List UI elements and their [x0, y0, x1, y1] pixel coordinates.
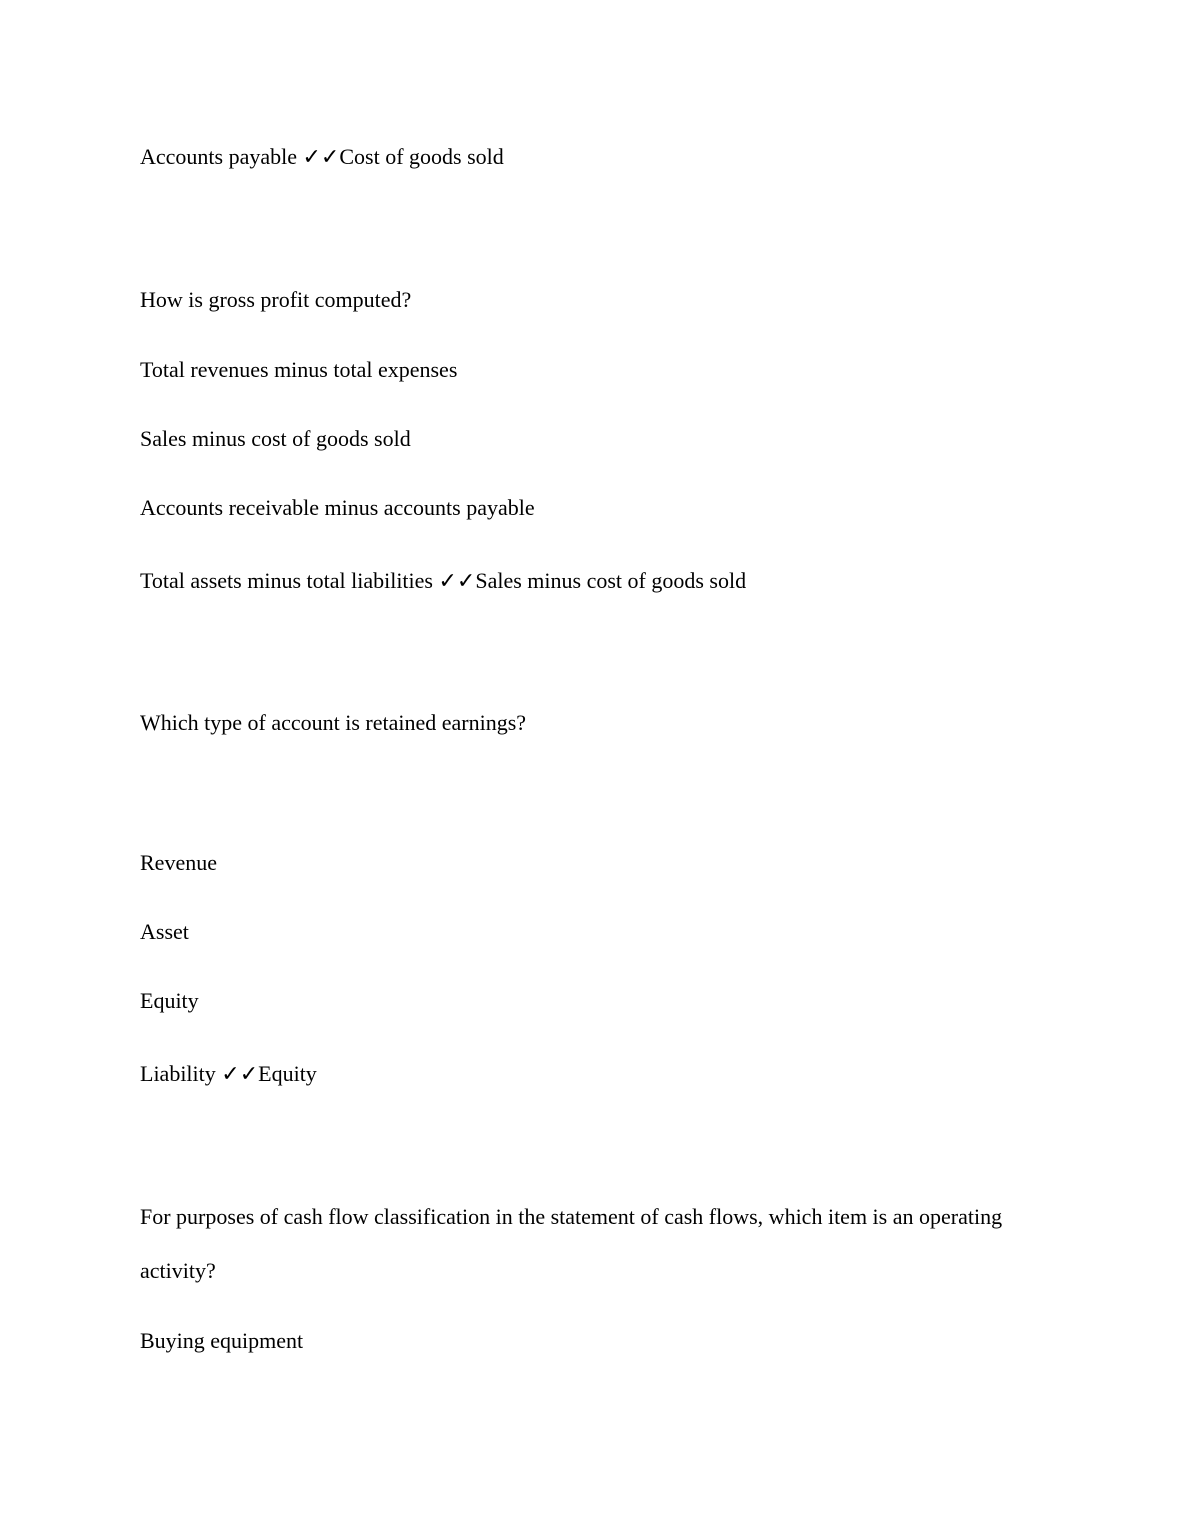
option-item: Sales minus cost of goods sold	[140, 426, 411, 451]
double-checkmark-icon: ✓✓	[438, 569, 476, 594]
answer-line	[140, 143, 504, 172]
option-item: Total revenues minus total expenses	[140, 357, 458, 382]
option-item: Equity	[140, 988, 199, 1013]
question-text: Which type of account is retained earnings?	[140, 710, 527, 735]
answer-line	[140, 567, 746, 596]
question-text: How is gross profit computed?	[140, 287, 412, 312]
option-item: Revenue	[140, 850, 217, 875]
option-text: Total assets minus total liabilities	[140, 568, 439, 593]
option-item: Buying equipment	[140, 1328, 304, 1353]
double-checkmark-icon: ✓✓	[221, 1062, 259, 1087]
option-item: Asset	[140, 919, 189, 944]
option-text: Accounts payable	[140, 144, 303, 169]
correct-answer: Sales minus cost of goods sold	[475, 568, 747, 593]
option-text: Liability	[140, 1061, 222, 1086]
question-text: For purposes of cash flow classification in the statement of cash flows, which item is an operating activity?	[140, 1204, 1003, 1283]
double-checkmark-icon: ✓✓	[302, 145, 340, 170]
correct-answer: Equity	[258, 1061, 317, 1086]
option-item: Accounts receivable minus accounts payable	[140, 495, 535, 520]
answer-line	[140, 1060, 317, 1089]
correct-answer: Cost of goods sold	[339, 144, 504, 169]
